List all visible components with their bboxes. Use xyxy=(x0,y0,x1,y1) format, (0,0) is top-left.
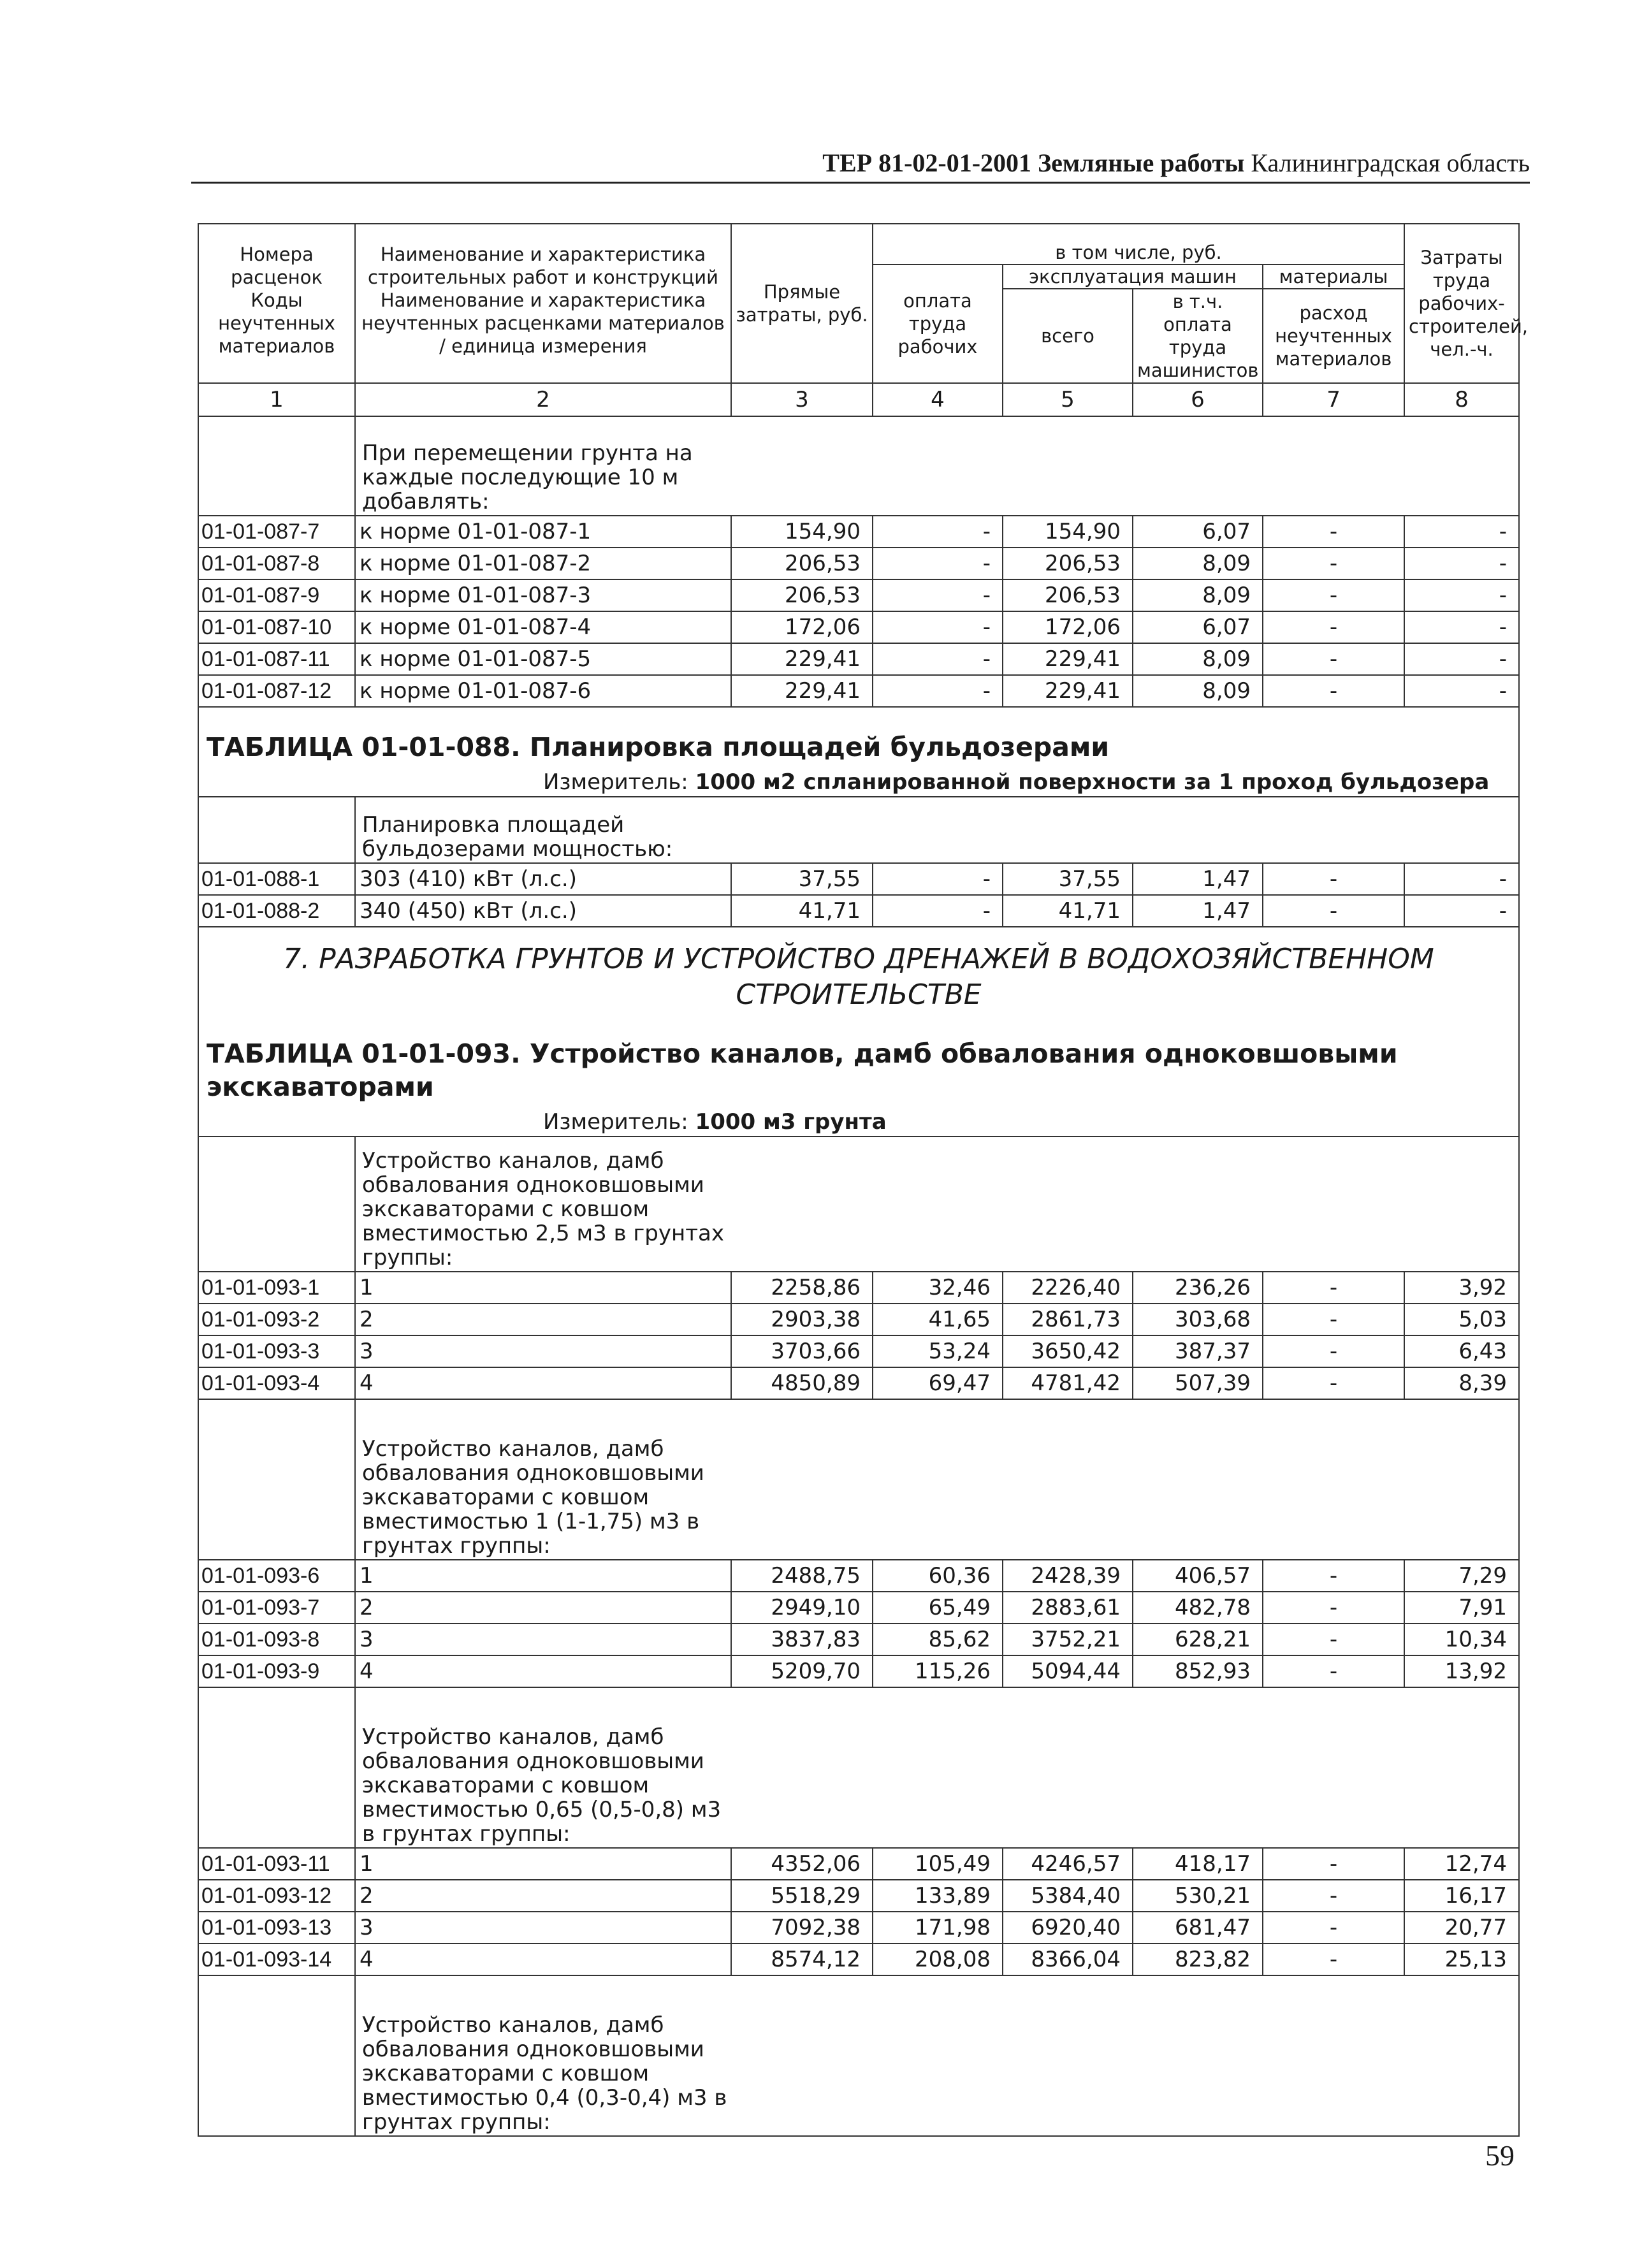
table-row xyxy=(198,1624,1519,1655)
rate-code: 01-01-093-12 xyxy=(198,1880,355,1912)
rate-name: 3 xyxy=(355,1335,731,1367)
direct-cost: 2949,10 xyxy=(731,1592,873,1624)
group-spacer xyxy=(198,1399,355,1560)
labor-cost: 60,36 xyxy=(873,1560,1003,1592)
machine-cost: 2428,39 xyxy=(1003,1560,1133,1592)
table-row xyxy=(198,1592,1519,1624)
materials-cost: - xyxy=(1263,548,1404,579)
rate-name: к норме 01-01-087-4 xyxy=(355,611,731,643)
rate-code: 01-01-087-10 xyxy=(198,611,355,643)
labor-hours: - xyxy=(1404,675,1519,707)
direct-cost: 172,06 xyxy=(731,611,873,643)
materials-cost: - xyxy=(1263,643,1404,675)
direct-cost: 41,71 xyxy=(731,895,873,927)
machine-cost: 41,71 xyxy=(1003,895,1133,927)
machine-cost: 8366,04 xyxy=(1003,1944,1133,1975)
direct-cost: 3703,66 xyxy=(731,1335,873,1367)
machine-labor-cost: 387,37 xyxy=(1133,1335,1263,1367)
col5-header: всего xyxy=(1003,289,1133,383)
page-number: 59 xyxy=(1485,2139,1515,2172)
materials-cost: - xyxy=(1263,1367,1404,1399)
materials-cost: - xyxy=(1263,579,1404,611)
labor-hours: 5,03 xyxy=(1404,1304,1519,1335)
table-row xyxy=(198,1560,1519,1592)
rate-code: 01-01-087-12 xyxy=(198,675,355,707)
rate-code: 01-01-093-13 xyxy=(198,1912,355,1944)
table-row xyxy=(198,1272,1519,1304)
labor-hours: - xyxy=(1404,643,1519,675)
labor-cost: 32,46 xyxy=(873,1272,1003,1304)
column-index: 7 xyxy=(1263,383,1404,416)
rate-code: 01-01-088-1 xyxy=(198,863,355,895)
col1-header-top: Номера расценок xyxy=(198,224,355,289)
table-row xyxy=(198,643,1519,675)
machine-cost: 2883,61 xyxy=(1003,1592,1133,1624)
machine-cost: 2226,40 xyxy=(1003,1272,1133,1304)
measure-line-093 xyxy=(198,1107,1519,1137)
rate-code: 01-01-093-6 xyxy=(198,1560,355,1592)
materials-cost: - xyxy=(1263,1335,1404,1367)
table-row xyxy=(198,1367,1519,1399)
group-title: При перемещении грунта на каждые последующие 10 м добавлять: xyxy=(355,416,1519,516)
direct-cost: 5209,70 xyxy=(731,1655,873,1687)
machine-cost: 229,41 xyxy=(1003,643,1133,675)
machine-cost: 229,41 xyxy=(1003,675,1133,707)
materials-cost: - xyxy=(1263,1304,1404,1335)
rate-code: 01-01-093-1 xyxy=(198,1272,355,1304)
group-header-materials: материалы xyxy=(1263,265,1404,289)
rate-name: 303 (410) кВт (л.с.) xyxy=(355,863,731,895)
machine-cost: 206,53 xyxy=(1003,548,1133,579)
labor-cost: - xyxy=(873,611,1003,643)
direct-cost: 5518,29 xyxy=(731,1880,873,1912)
labor-hours: - xyxy=(1404,579,1519,611)
labor-hours: 12,74 xyxy=(1404,1848,1519,1880)
rate-code: 01-01-093-14 xyxy=(198,1944,355,1975)
group-spacer xyxy=(198,1137,355,1272)
rate-name: 340 (450) кВт (л.с.) xyxy=(355,895,731,927)
machine-cost: 2861,73 xyxy=(1003,1304,1133,1335)
direct-cost: 229,41 xyxy=(731,675,873,707)
table-row xyxy=(198,611,1519,643)
col2-header-top: Наименование и характеристика строительных работ и конструкций xyxy=(355,224,731,289)
table-row xyxy=(198,1304,1519,1335)
materials-cost: - xyxy=(1263,1592,1404,1624)
rate-name: 3 xyxy=(355,1912,731,1944)
table-row xyxy=(198,516,1519,548)
rate-code: 01-01-093-7 xyxy=(198,1592,355,1624)
labor-cost: 85,62 xyxy=(873,1624,1003,1655)
labor-cost: - xyxy=(873,548,1003,579)
direct-cost: 154,90 xyxy=(731,516,873,548)
machine-labor-cost: 236,26 xyxy=(1133,1272,1263,1304)
rate-name: 4 xyxy=(355,1655,731,1687)
rate-code: 01-01-087-9 xyxy=(198,579,355,611)
rate-name: к норме 01-01-087-2 xyxy=(355,548,731,579)
header-section: Земляные работы xyxy=(1038,149,1245,177)
labor-cost: - xyxy=(873,895,1003,927)
machine-labor-cost: 1,47 xyxy=(1133,895,1263,927)
materials-cost: - xyxy=(1263,1272,1404,1304)
col6-header: в т.ч. оплата труда машинистов xyxy=(1133,289,1263,383)
machine-cost: 4781,42 xyxy=(1003,1367,1133,1399)
labor-cost: - xyxy=(873,863,1003,895)
rate-code: 01-01-087-8 xyxy=(198,548,355,579)
machine-labor-cost: 8,09 xyxy=(1133,675,1263,707)
header-code: ТЕР 81-02-01-2001 xyxy=(822,149,1032,177)
rate-code: 01-01-087-7 xyxy=(198,516,355,548)
materials-cost: - xyxy=(1263,895,1404,927)
labor-hours: 25,13 xyxy=(1404,1944,1519,1975)
labor-cost: 208,08 xyxy=(873,1944,1003,1975)
table-row xyxy=(198,1848,1519,1880)
rates-table xyxy=(198,223,1529,2137)
rate-name: 4 xyxy=(355,1944,731,1975)
labor-cost: 105,49 xyxy=(873,1848,1003,1880)
materials-cost: - xyxy=(1263,675,1404,707)
labor-cost: - xyxy=(873,579,1003,611)
direct-cost: 2488,75 xyxy=(731,1560,873,1592)
measure-label: Измеритель: xyxy=(543,769,688,795)
machine-cost: 4246,57 xyxy=(1003,1848,1133,1880)
group-header-machines: эксплуатация машин xyxy=(1003,265,1263,289)
machine-labor-cost: 6,07 xyxy=(1133,516,1263,548)
machine-cost: 172,06 xyxy=(1003,611,1133,643)
materials-cost: - xyxy=(1263,863,1404,895)
col7-header: расход неучтенных материалов xyxy=(1263,289,1404,383)
rate-name: к норме 01-01-087-1 xyxy=(355,516,731,548)
group-title: Устройство каналов, дамб обвалования одноковшовыми экскаваторами с ковшом вместимостью 0,4 (0,3-0,4) м3 в грунтах группы: xyxy=(355,1975,1519,2136)
table-row xyxy=(198,1880,1519,1912)
machine-labor-cost: 530,21 xyxy=(1133,1880,1263,1912)
labor-hours: - xyxy=(1404,863,1519,895)
machine-labor-cost: 482,78 xyxy=(1133,1592,1263,1624)
labor-cost: 53,24 xyxy=(873,1335,1003,1367)
table-row xyxy=(198,1944,1519,1975)
labor-cost: - xyxy=(873,516,1003,548)
direct-cost: 2903,38 xyxy=(731,1304,873,1335)
table-row xyxy=(198,548,1519,579)
materials-cost: - xyxy=(1263,1944,1404,1975)
machine-labor-cost: 823,82 xyxy=(1133,1944,1263,1975)
rate-name: 1 xyxy=(355,1848,731,1880)
col8-header: Затраты труда рабочих-строителей, чел.-ч. xyxy=(1404,224,1519,383)
rate-code: 01-01-093-3 xyxy=(198,1335,355,1367)
column-index: 2 xyxy=(355,383,731,416)
labor-cost: 115,26 xyxy=(873,1655,1003,1687)
direct-cost: 229,41 xyxy=(731,643,873,675)
measure-label: Измеритель: xyxy=(543,1109,688,1135)
rate-code: 01-01-093-8 xyxy=(198,1624,355,1655)
rate-name: 1 xyxy=(355,1560,731,1592)
rate-name: 3 xyxy=(355,1624,731,1655)
rate-name: 1 xyxy=(355,1272,731,1304)
rate-code: 01-01-093-2 xyxy=(198,1304,355,1335)
header-rule xyxy=(191,182,1530,184)
labor-hours: - xyxy=(1404,895,1519,927)
materials-cost: - xyxy=(1263,1655,1404,1687)
column-index: 5 xyxy=(1003,383,1133,416)
column-index: 4 xyxy=(873,383,1003,416)
col4-header: оплата труда рабочих xyxy=(873,265,1003,383)
machine-cost: 6920,40 xyxy=(1003,1912,1133,1944)
materials-cost: - xyxy=(1263,1912,1404,1944)
labor-hours: 8,39 xyxy=(1404,1367,1519,1399)
machine-labor-cost: 507,39 xyxy=(1133,1367,1263,1399)
group-spacer xyxy=(198,1687,355,1848)
machine-cost: 37,55 xyxy=(1003,863,1133,895)
rate-name: 4 xyxy=(355,1367,731,1399)
labor-hours: 6,43 xyxy=(1404,1335,1519,1367)
measure-line-088 xyxy=(198,767,1519,797)
machine-labor-cost: 6,07 xyxy=(1133,611,1263,643)
machine-labor-cost: 681,47 xyxy=(1133,1912,1263,1944)
rate-name: 2 xyxy=(355,1304,731,1335)
group-title: Устройство каналов, дамб обвалования одноковшовыми экскаваторами с ковшом вместимостью 1 (1-1,75) м3 в грунтах группы: xyxy=(355,1399,1519,1560)
measure-value: 1000 м3 грунта xyxy=(695,1109,887,1135)
table-row xyxy=(198,1335,1519,1367)
direct-cost: 4352,06 xyxy=(731,1848,873,1880)
rate-code: 01-01-093-4 xyxy=(198,1367,355,1399)
rate-name: к норме 01-01-087-6 xyxy=(355,675,731,707)
column-index: 3 xyxy=(731,383,873,416)
machine-cost: 206,53 xyxy=(1003,579,1133,611)
machine-labor-cost: 1,47 xyxy=(1133,863,1263,895)
materials-cost: - xyxy=(1263,516,1404,548)
direct-cost: 7092,38 xyxy=(731,1912,873,1944)
rate-name: 2 xyxy=(355,1592,731,1624)
labor-hours: 7,29 xyxy=(1404,1560,1519,1592)
rate-code: 01-01-093-9 xyxy=(198,1655,355,1687)
group-title: Устройство каналов, дамб обвалования одноковшовыми экскаваторами с ковшом вместимостью 2,5 м3 в грунтах группы: xyxy=(355,1137,1519,1272)
labor-cost: - xyxy=(873,643,1003,675)
rate-code: 01-01-088-2 xyxy=(198,895,355,927)
rate-name: 2 xyxy=(355,1880,731,1912)
table-row xyxy=(198,1655,1519,1687)
materials-cost: - xyxy=(1263,1560,1404,1592)
materials-cost: - xyxy=(1263,1848,1404,1880)
table-row xyxy=(198,675,1519,707)
direct-cost: 2258,86 xyxy=(731,1272,873,1304)
group-header-incl: в том числе, руб. xyxy=(873,224,1404,265)
column-index: 8 xyxy=(1404,383,1519,416)
direct-cost: 3837,83 xyxy=(731,1624,873,1655)
table-row xyxy=(198,579,1519,611)
machine-labor-cost: 852,93 xyxy=(1133,1655,1263,1687)
table-title-088: ТАБЛИЦА 01-01-088. Планировка площадей бульдозерами xyxy=(198,707,1519,767)
column-index: 6 xyxy=(1133,383,1263,416)
machine-labor-cost: 8,09 xyxy=(1133,579,1263,611)
machine-labor-cost: 418,17 xyxy=(1133,1848,1263,1880)
labor-cost: - xyxy=(873,675,1003,707)
rate-code: 01-01-093-11 xyxy=(198,1848,355,1880)
section-title: 7. РАЗРАБОТКА ГРУНТОВ И УСТРОЙСТВО ДРЕНАЖЕЙ В ВОДОХОЗЯЙСТВЕННОМ СТРОИТЕЛЬСТВЕ xyxy=(198,927,1519,1019)
materials-cost: - xyxy=(1263,1880,1404,1912)
labor-hours: 7,91 xyxy=(1404,1592,1519,1624)
machine-cost: 3650,42 xyxy=(1003,1335,1133,1367)
machine-labor-cost: 8,09 xyxy=(1133,643,1263,675)
labor-hours: 3,92 xyxy=(1404,1272,1519,1304)
table-row xyxy=(198,895,1519,927)
machine-labor-cost: 8,09 xyxy=(1133,548,1263,579)
labor-hours: - xyxy=(1404,548,1519,579)
direct-cost: 206,53 xyxy=(731,548,873,579)
machine-cost: 5094,44 xyxy=(1003,1655,1133,1687)
machine-labor-cost: 303,68 xyxy=(1133,1304,1263,1335)
group-title: Устройство каналов, дамб обвалования одноковшовыми экскаваторами с ковшом вместимостью 0,65 (0,5-0,8) м3 в грунтах группы: xyxy=(355,1687,1519,1848)
direct-cost: 206,53 xyxy=(731,579,873,611)
labor-cost: 133,89 xyxy=(873,1880,1003,1912)
group-spacer xyxy=(198,797,355,863)
labor-hours: 10,34 xyxy=(1404,1624,1519,1655)
header-region: Калининградская область xyxy=(1251,149,1530,177)
labor-hours: 20,77 xyxy=(1404,1912,1519,1944)
rate-name: к норме 01-01-087-3 xyxy=(355,579,731,611)
machine-cost: 5384,40 xyxy=(1003,1880,1133,1912)
machine-labor-cost: 628,21 xyxy=(1133,1624,1263,1655)
labor-hours: - xyxy=(1404,516,1519,548)
labor-cost: 171,98 xyxy=(873,1912,1003,1944)
labor-hours: - xyxy=(1404,611,1519,643)
machine-cost: 3752,21 xyxy=(1003,1624,1133,1655)
machine-labor-cost: 406,57 xyxy=(1133,1560,1263,1592)
group-spacer xyxy=(198,416,355,516)
table-title-093: ТАБЛИЦА 01-01-093. Устройство каналов, дамб обвалования одноковшовыми экскаваторами xyxy=(198,1019,1519,1107)
machine-cost: 154,90 xyxy=(1003,516,1133,548)
col2-header-bottom: Наименование и характеристика неучтенных расценками материалов / единица измерения xyxy=(355,289,731,383)
direct-cost: 37,55 xyxy=(731,863,873,895)
materials-cost: - xyxy=(1263,611,1404,643)
group-title: Планировка площадей бульдозерами мощностью: xyxy=(355,797,1519,863)
measure-value: 1000 м2 спланированной поверхности за 1 проход бульдозера xyxy=(695,769,1490,795)
table-row xyxy=(198,1912,1519,1944)
labor-hours: 13,92 xyxy=(1404,1655,1519,1687)
direct-cost: 8574,12 xyxy=(731,1944,873,1975)
labor-hours: 16,17 xyxy=(1404,1880,1519,1912)
labor-cost: 69,47 xyxy=(873,1367,1003,1399)
labor-cost: 41,65 xyxy=(873,1304,1003,1335)
column-index: 1 xyxy=(198,383,355,416)
rate-code: 01-01-087-11 xyxy=(198,643,355,675)
table-row xyxy=(198,863,1519,895)
labor-cost: 65,49 xyxy=(873,1592,1003,1624)
group-spacer xyxy=(198,1975,355,2136)
direct-cost: 4850,89 xyxy=(731,1367,873,1399)
rate-name: к норме 01-01-087-5 xyxy=(355,643,731,675)
col1-header-bottom: Коды неучтенных материалов xyxy=(198,289,355,383)
running-header xyxy=(191,148,1530,180)
materials-cost: - xyxy=(1263,1624,1404,1655)
col3-header: Прямые затраты, руб. xyxy=(731,224,873,383)
